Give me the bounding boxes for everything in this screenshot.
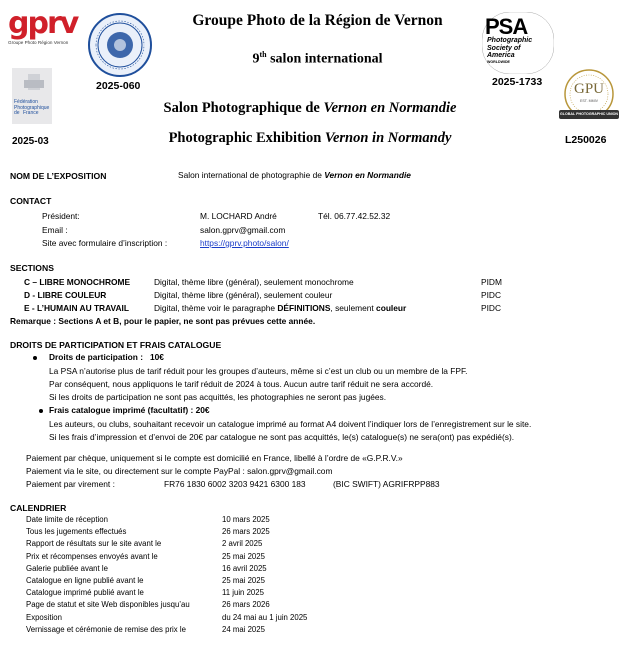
ffp-line1: Fédération	[14, 99, 38, 105]
email-value: salon.gprv@gmail.com	[200, 225, 286, 235]
exhibition-label: NOM DE L’EXPOSITION	[10, 171, 107, 181]
president-tel: Tél. 06.77.42.52.32	[318, 211, 391, 221]
calendar-row-event: Catalogue imprimé publié avant le	[26, 588, 144, 598]
fees-item1-title	[49, 352, 164, 363]
fees-item1-line3: Si les droits de participation ne sont pas acquittés, les photographies ne seront pas jugées.	[49, 392, 387, 402]
fees-bullet-2	[39, 409, 43, 413]
ffp-logo	[12, 68, 52, 146]
psa-code: 2025-1733	[492, 76, 543, 88]
calendar-row-event: Date limite de réception	[26, 515, 108, 524]
section-row-d-code: PIDC	[481, 290, 502, 300]
sections-label: SECTIONS	[10, 263, 54, 273]
gpu-est: EST. MMIV	[580, 99, 598, 103]
calendar-row-event: Vernissage et cérémonie de remise des prix le	[26, 624, 186, 634]
calendar-row-date: 16 avril 2025	[222, 563, 267, 573]
site-link[interactable]: https://gprv.photo/salon/	[200, 238, 289, 248]
fees-item2-title-text: Frais catalogue imprimé (facultatif) : 20	[49, 405, 205, 415]
salon-ordinal: 9	[252, 51, 260, 67]
gpu-band: GLOBAL PHOTOGRAPHIC UNION	[560, 112, 618, 116]
payment-transfer-bic: (BIC SWIFT) AGRIFRPP883	[333, 479, 440, 489]
salon-ordinal-sup: th	[259, 50, 267, 59]
gpu-code: L250026	[565, 134, 607, 146]
calendar-row-date: 10 mars 2025	[222, 515, 270, 524]
psa-logo	[482, 12, 554, 74]
payment-transfer-label: Paiement par virement :	[26, 479, 115, 489]
title-fr-em: Vernon en Normandie	[323, 100, 457, 116]
fees-item1-title-text: Droits de participation :	[49, 352, 143, 362]
contact-label: CONTACT	[10, 196, 52, 206]
payment-transfer-iban: FR76 1830 6002 3203 9421 6300 183	[164, 479, 306, 489]
section-row-d-name: D - LIBRE COULEUR	[24, 290, 107, 300]
fees-item2-line2: Si les frais d’impression et d’envoi de 20€ par catalogue ne sont pas acquittés, le(s) catalogue(s) ne sera(ont) pas expédié(s).	[49, 432, 515, 442]
ffp-line3: de	[14, 110, 20, 117]
calendar-row-date: 26 mars 2026	[222, 600, 270, 610]
section-row-e-desc-d: couleur	[376, 303, 407, 313]
ffp-code: 2025-03	[12, 136, 49, 147]
site-label: Site avec formulaire d’inscription :	[42, 238, 168, 248]
section-row-d-desc: Digital, thème libre (général), seulement couleur	[154, 290, 333, 300]
section-row-c-name: C – LIBRE MONOCHROME	[24, 277, 131, 287]
gprv-logo-mark: gprv	[8, 6, 78, 41]
calendar-row-date: 11 juin 2025	[222, 588, 264, 598]
section-row-e-name: E - L’HUMAIN AU TRAVAIL	[24, 303, 129, 313]
calendar-row-date: du 24 mai au 1 juin 2025	[222, 612, 308, 622]
psa-line1: Photographic	[487, 37, 533, 44]
title-en	[140, 130, 480, 147]
fees-label: DROITS DE PARTICIPATION ET FRAIS CATALOGUE	[10, 340, 222, 350]
section-row-e-desc-a: Digital, thème voir le paragraphe	[154, 303, 278, 313]
ffp-line2: Photographique	[14, 104, 50, 111]
ffp-line4: France	[22, 110, 39, 117]
psa-line4: WORLDWIDE	[487, 59, 510, 64]
fees-item1-line2: Par conséquent, nous appliquons le tarif réduit de 2024 à tous. Aucun autre tarif réduit ne sera accordé.	[49, 379, 434, 389]
president-name: M. LOCHARD André	[200, 211, 277, 221]
payment-line1: Paiement par chèque, uniquement si le compte est domicilié en France, libellé à l’ordre de «G.P.R.V.»	[26, 453, 403, 463]
calendar-row-event: Tous les jugements effectués	[26, 527, 127, 537]
salon-subtitle	[170, 50, 465, 68]
title-fr-prefix: Salon Photographique de	[163, 100, 324, 116]
president-label: Président:	[42, 211, 80, 221]
fees-item1-line1: La PSA n’autorise plus de tarif réduit pour les groupes d’auteurs, même si c’est un club ou un membre de la FPF.	[49, 366, 468, 376]
title-en-em: Vernon in Normandy	[324, 130, 452, 146]
calendar-row-event: Catalogue en ligne publié avant le	[26, 576, 144, 585]
section-row-e-desc	[154, 303, 406, 314]
calendar-row-event: Rapport de résultats sur le site avant le	[26, 539, 162, 549]
psa-line3: America	[487, 52, 515, 60]
section-row-e-desc-b: DÉFINITIONS	[277, 303, 331, 313]
calendar-row-date: 25 mai 2025	[222, 551, 265, 561]
fiap-seal-icon	[86, 12, 154, 78]
ffp-logo-text	[14, 100, 49, 117]
section-row-e-code: PIDC	[481, 303, 502, 313]
fees-item2-title	[49, 405, 210, 416]
exhibition-value-prefix: Salon international de photographie de	[178, 170, 325, 180]
section-row-c-code: PIDM	[481, 277, 502, 287]
calendar-row-event: Exposition	[26, 612, 62, 622]
gprv-logo-caption: Groupe Photo Région Vernon	[8, 40, 69, 45]
calendar-row-event: Galerie publiée avant le	[26, 563, 108, 573]
calendar-row-date: 24 mai 2025	[222, 624, 265, 634]
title-fr	[140, 100, 480, 117]
fees-item1-value: 10€	[149, 352, 164, 362]
section-row-e-desc-c: , seulement	[330, 303, 377, 313]
psa-line2: Society of	[487, 44, 521, 52]
email-label: Email :	[42, 225, 68, 235]
gpu-logo	[558, 68, 620, 126]
calendar-row-event: Page de statut et site Web disponibles jusqu’au	[26, 600, 190, 610]
gpu-big: GPU	[573, 81, 604, 97]
calendar-label: CALENDRIER	[10, 503, 67, 513]
fees-bullet-1	[33, 356, 37, 360]
salon-subtitle-rest: salon international	[266, 51, 383, 67]
payment-line2: Paiement via le site, ou directement sur le compte PayPal : salon.gprv@gmail.com	[26, 466, 333, 476]
calendar-row-date: 26 mars 2025	[222, 527, 270, 537]
psa-logo-text	[487, 37, 532, 65]
gprv-logo	[8, 8, 80, 50]
title-en-prefix: Photographic Exhibition	[168, 130, 325, 146]
exhibition-value	[178, 170, 411, 181]
sections-remark: Remarque : Sections A et B, pour le papier, ne sont pas prévues cette année.	[10, 316, 316, 326]
club-title: Groupe Photo de la Région de Vernon	[192, 12, 443, 29]
section-row-c-desc: Digital, thème libre (général), seulement monochrome	[154, 277, 354, 287]
calendar-row-event: Prix et récompenses envoyés avant le	[26, 551, 158, 561]
calendar-row-date: 25 mai 2025	[222, 576, 265, 585]
calendar-row-date: 2 avril 2025	[222, 539, 263, 549]
exhibition-value-em: Vernon en Normandie	[324, 170, 411, 180]
psa-logo-big: PSA	[485, 14, 528, 39]
fees-item2-value: €	[204, 405, 210, 415]
fiap-seal	[86, 12, 154, 78]
fiap-code: 2025-060	[96, 80, 141, 92]
fees-item2-line1: Les auteurs, ou clubs, souhaitant recevoir un catalogue imprimé au format A4 doivent l’indiquer lors de l’enregistrement sur le site.	[49, 419, 532, 429]
